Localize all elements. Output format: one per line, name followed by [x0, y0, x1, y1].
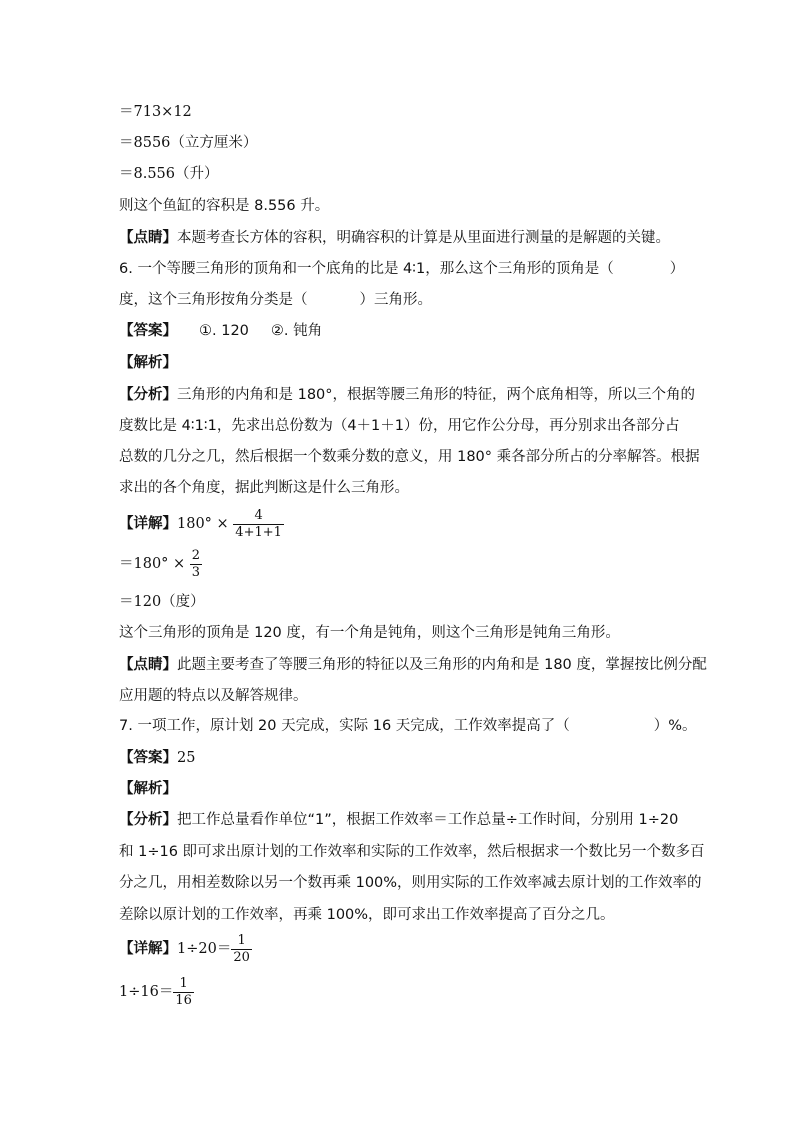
- dianjing-label: 【点睛】: [119, 230, 177, 246]
- fenxi-line: 差除以原计划的工作效率，再乘 100%，即可求出工作效率提高了百分之几。: [119, 907, 615, 923]
- fraction: $\frac{4}{4+1+1}$: [235, 507, 282, 540]
- fenxi-line: 总数的几分之几，然后根据一个数乘分数的意义，用 180° 乘各部分所占的分率解答。根据: [119, 449, 700, 465]
- xiangjie-step: ＝180° × $\frac{2}{3}$: [119, 547, 201, 580]
- fenxi-line: 分之几，用相差数除以另一个数再乘 100%，则用实际的工作效率减去原计划的工作效率的: [119, 875, 702, 891]
- dianjing-paragraph: 应用题的特点以及解答规律。: [119, 688, 308, 704]
- question-7-stem: 7. 一项工作，原计划 20 天完成，实际 16 天完成，工作效率提高了（ ）%。: [119, 718, 697, 734]
- fenxi-line: 【分析】三角形的内角和是 180°，根据等腰三角形的特征，两个底角相等，所以三个角的: [119, 387, 696, 403]
- fraction: $\frac{1}{20}$: [233, 932, 250, 965]
- fenxi-label: 【分析】: [119, 387, 177, 403]
- conclusion-text: 则这个鱼缸的容积是 8.556 升。: [119, 198, 330, 214]
- xiangjie-label: 【详解】: [119, 516, 177, 532]
- dianjing-paragraph: 【点睛】此题主要考查了等腰三角形的特征以及三角形的内角和是 180 度，掌握按比例分配: [119, 657, 707, 673]
- dianjing-label: 【点睛】: [119, 657, 177, 673]
- answer-label: 【答案】: [119, 750, 177, 766]
- xiangjie-step: 【详解】1÷20＝ $\frac{1}{20}$: [119, 932, 250, 965]
- conclusion-text: 这个三角形的顶角是 120 度，有一个角是钝角，则这个三角形是钝角三角形。: [119, 625, 620, 641]
- question-6-stem: 6. 一个等腰三角形的顶角和一个底角的比是 4∶1，那么这个三角形的顶角是（ ）: [119, 261, 685, 277]
- fenxi-label: 【分析】: [119, 812, 177, 828]
- fraction: $\frac{1}{16}$: [175, 975, 192, 1008]
- dianjing-paragraph: 【点睛】本题考查长方体的容积，明确容积的计算是从里面进行测量的是解题的关键。: [119, 230, 670, 246]
- fraction: $\frac{2}{3}$: [191, 547, 201, 580]
- fenxi-line: 度数比是 4∶1∶1，先求出总份数为（4＋1＋1）份，用它作公分母，再分别求出各部分占: [119, 418, 680, 434]
- xiangjie-step: 1÷16＝ $\frac{1}{16}$: [119, 975, 192, 1008]
- answer-line: 【答案】 ①. 120 ②. 钝角: [119, 323, 323, 339]
- xiangjie-step: ＝120（度）: [119, 594, 205, 610]
- answer-label: 【答案】: [119, 323, 177, 339]
- answer-line: 【答案】25: [119, 750, 196, 766]
- jiexi-heading: 【解析】: [119, 355, 177, 371]
- calc-line: ＝8.556（升）: [119, 166, 219, 182]
- fenxi-line: 【分析】把工作总量看作单位“1”，根据工作效率＝工作总量÷工作时间，分别用 1÷20: [119, 812, 679, 828]
- xiangjie-step: 【详解】180° × $\frac{4}{4+1+1}$: [119, 507, 282, 540]
- jiexi-heading: 【解析】: [119, 781, 177, 797]
- fenxi-line: 求出的各个角度，据此判断这是什么三角形。: [119, 480, 409, 496]
- question-6-stem-cont: 度，这个三角形按角分类是（ ）三角形。: [119, 292, 432, 308]
- xiangjie-label: 【详解】: [119, 941, 177, 957]
- calc-line: ＝713×12: [119, 104, 192, 120]
- fenxi-line: 和 1÷16 即可求出原计划的工作效率和实际的工作效率，然后根据求一个数比另一个数多百: [119, 844, 705, 860]
- calc-line: ＝8556（立方厘米）: [119, 135, 258, 151]
